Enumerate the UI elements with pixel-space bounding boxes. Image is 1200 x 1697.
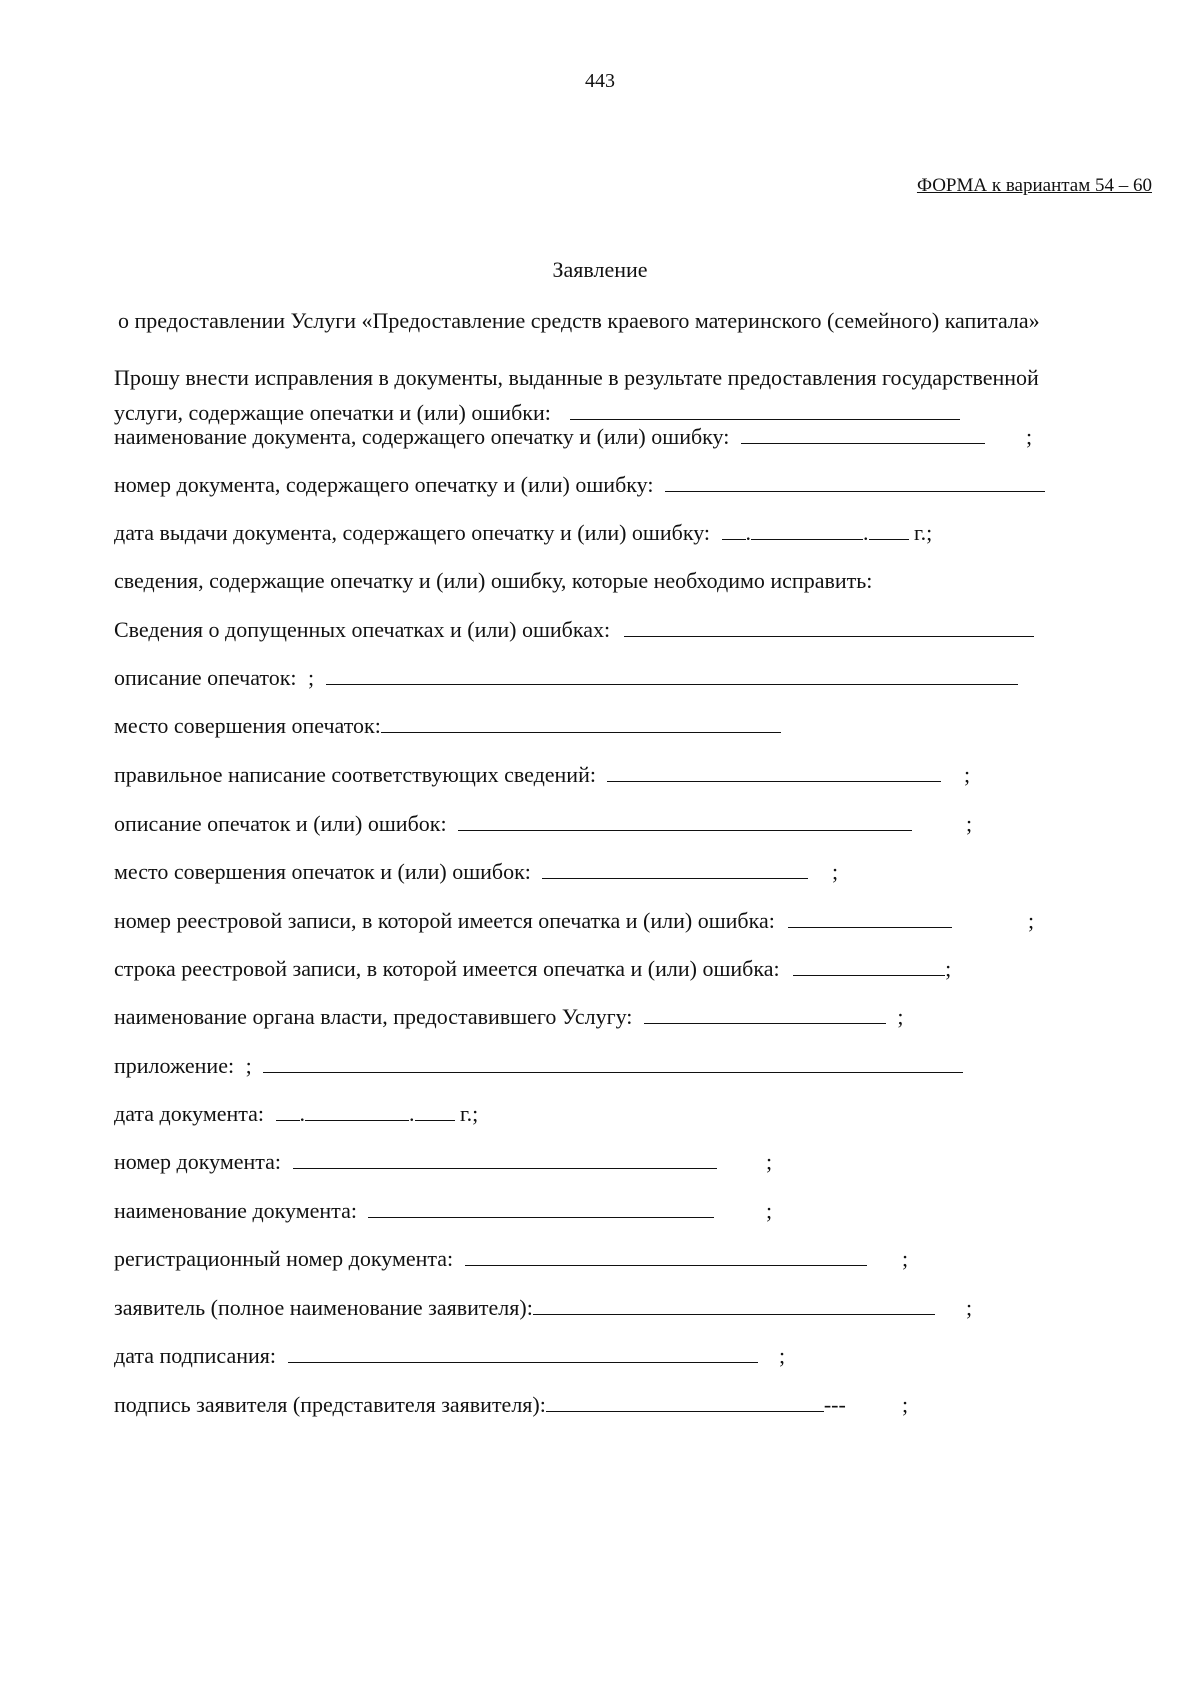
semicolon: ; bbox=[832, 859, 839, 884]
semicolon: ; bbox=[245, 1053, 252, 1078]
day-blank[interactable] bbox=[722, 521, 746, 540]
field-typo-error-description bbox=[114, 809, 994, 839]
typo-error-place-blank[interactable] bbox=[542, 860, 808, 879]
semicolon: ; bbox=[966, 1295, 973, 1320]
date-input-group[interactable] bbox=[270, 1099, 455, 1129]
semicolon: ; bbox=[1026, 424, 1033, 449]
intro-line-1: Прошу внести исправления в документы, выданные в результате предоставления государственной bbox=[114, 365, 1039, 390]
semicolon: ; bbox=[766, 1149, 773, 1174]
semicolon: ; bbox=[308, 665, 315, 690]
date-dot: . bbox=[299, 1101, 306, 1126]
field-doc-issue-date-with-error bbox=[114, 518, 932, 548]
field-label: наименование документа, содержащего опечатку и (или) ошибку: bbox=[114, 424, 730, 449]
document-subtitle: о предоставлении Услуги «Предоставление средств краевого материнского (семейного) капитала» bbox=[118, 308, 1040, 333]
field-registration-number bbox=[114, 1244, 934, 1274]
field-label: заявитель (полное наименование заявителя): bbox=[114, 1295, 533, 1320]
attachment-blank[interactable] bbox=[263, 1054, 963, 1073]
typo-place-blank[interactable] bbox=[381, 714, 781, 733]
month-blank[interactable] bbox=[751, 521, 863, 540]
semicolon: ; bbox=[779, 1343, 786, 1368]
field-applicant bbox=[114, 1293, 994, 1323]
field-label: место совершения опечаток: bbox=[114, 713, 381, 738]
typo-error-description-blank[interactable] bbox=[458, 812, 912, 831]
applicant-signature-blank[interactable] bbox=[546, 1393, 824, 1412]
date-dot: . bbox=[863, 520, 869, 545]
field-label: Сведения о допущенных опечатках и (или) ошибках: bbox=[114, 617, 611, 642]
field-authority-name bbox=[114, 1002, 904, 1032]
field-label: дата подписания: bbox=[114, 1343, 276, 1368]
field-applicant-signature bbox=[114, 1390, 934, 1420]
registry-number-blank[interactable] bbox=[788, 909, 952, 928]
dashes: --- bbox=[823, 1392, 846, 1417]
semicolon: ; bbox=[1028, 908, 1035, 933]
year-suffix: г.; bbox=[460, 1101, 479, 1126]
document-title: Заявление bbox=[552, 257, 648, 282]
registration-number-blank[interactable] bbox=[465, 1247, 867, 1266]
field-label: правильное написание соответствующих сведений: bbox=[114, 762, 596, 787]
errors-info-blank[interactable] bbox=[624, 618, 1034, 637]
field-label: дата документа: bbox=[114, 1101, 265, 1126]
field-label: номер документа, содержащего опечатку и (или) ошибку: bbox=[114, 472, 654, 497]
semicolon: ; bbox=[902, 1246, 909, 1271]
field-typo-place bbox=[114, 711, 781, 741]
field-attachment bbox=[114, 1051, 963, 1081]
doc-name-blank[interactable] bbox=[368, 1199, 714, 1218]
year-blank[interactable] bbox=[415, 1102, 455, 1121]
date-input-group[interactable] bbox=[716, 518, 909, 548]
field-label: номер реестровой записи, в которой имеется опечатка и (или) ошибка: bbox=[114, 908, 775, 933]
field-doc-number bbox=[114, 1147, 814, 1177]
semicolon: ; bbox=[964, 762, 971, 787]
applicant-blank[interactable] bbox=[533, 1296, 935, 1315]
year-suffix: г.; bbox=[914, 520, 933, 545]
field-label: подпись заявителя (представителя заявителя): bbox=[114, 1392, 546, 1417]
field-label: строка реестровой записи, в которой имеется опечатка и (или) ошибка: bbox=[114, 956, 780, 981]
field-doc-number-with-error bbox=[114, 470, 1045, 500]
field-label: наименование органа власти, предоставившего Услугу: bbox=[114, 1004, 633, 1029]
date-dot: . bbox=[745, 520, 752, 545]
corrected-documents-blank[interactable] bbox=[570, 401, 960, 420]
semicolon: ; bbox=[945, 956, 952, 981]
date-dot: . bbox=[409, 1101, 415, 1126]
field-errors-info bbox=[114, 615, 1034, 645]
page-number: 443 bbox=[585, 70, 615, 92]
semicolon: ; bbox=[966, 811, 973, 836]
day-blank[interactable] bbox=[276, 1102, 300, 1121]
field-registry-number bbox=[114, 906, 1054, 936]
semicolon: ; bbox=[766, 1198, 773, 1223]
doc-number-with-error-blank[interactable] bbox=[665, 473, 1045, 492]
field-doc-date bbox=[114, 1099, 478, 1129]
correct-spelling-blank[interactable] bbox=[607, 763, 941, 782]
field-typo-error-place bbox=[114, 857, 854, 887]
doc-name-with-error-blank[interactable] bbox=[741, 425, 985, 444]
field-signing-date bbox=[114, 1341, 785, 1371]
month-blank[interactable] bbox=[305, 1102, 409, 1121]
field-label: описание опечаток: bbox=[114, 665, 297, 690]
field-label: номер документа: bbox=[114, 1149, 282, 1174]
field-label: место совершения опечаток и (или) ошибок: bbox=[114, 859, 531, 884]
field-registry-line bbox=[114, 954, 951, 984]
signing-date-blank[interactable] bbox=[288, 1344, 758, 1363]
field-doc-name bbox=[114, 1196, 814, 1226]
field-typo-description bbox=[114, 663, 1018, 693]
intro-line-2-text: услуги, содержащие опечатки и (или) ошибки: bbox=[114, 400, 551, 425]
semicolon: ; bbox=[897, 1004, 904, 1029]
typo-description-blank[interactable] bbox=[326, 666, 1018, 685]
registry-line-blank[interactable] bbox=[793, 957, 945, 976]
form-variant-label: ФОРМА к вариантам 54 – 60 bbox=[916, 175, 1152, 196]
field-label: дата выдачи документа, содержащего опечатку и (или) ошибку: bbox=[114, 520, 711, 545]
semicolon: ; bbox=[902, 1392, 909, 1417]
year-blank[interactable] bbox=[869, 521, 909, 540]
authority-name-blank[interactable] bbox=[644, 1005, 886, 1024]
field-info-to-fix bbox=[114, 566, 872, 596]
intro-paragraph bbox=[114, 360, 1144, 430]
field-correct-spelling bbox=[114, 760, 994, 790]
field-label: наименование документа: bbox=[114, 1198, 357, 1223]
field-label: описание опечаток и (или) ошибок: bbox=[114, 811, 447, 836]
field-label: сведения, содержащие опечатку и (или) ошибку, которые необходимо исправить: bbox=[114, 568, 873, 593]
field-label: регистрационный номер документа: bbox=[114, 1246, 454, 1271]
field-doc-name-with-error bbox=[114, 422, 1054, 452]
field-label: приложение: bbox=[114, 1053, 235, 1078]
doc-number-blank[interactable] bbox=[293, 1150, 717, 1169]
